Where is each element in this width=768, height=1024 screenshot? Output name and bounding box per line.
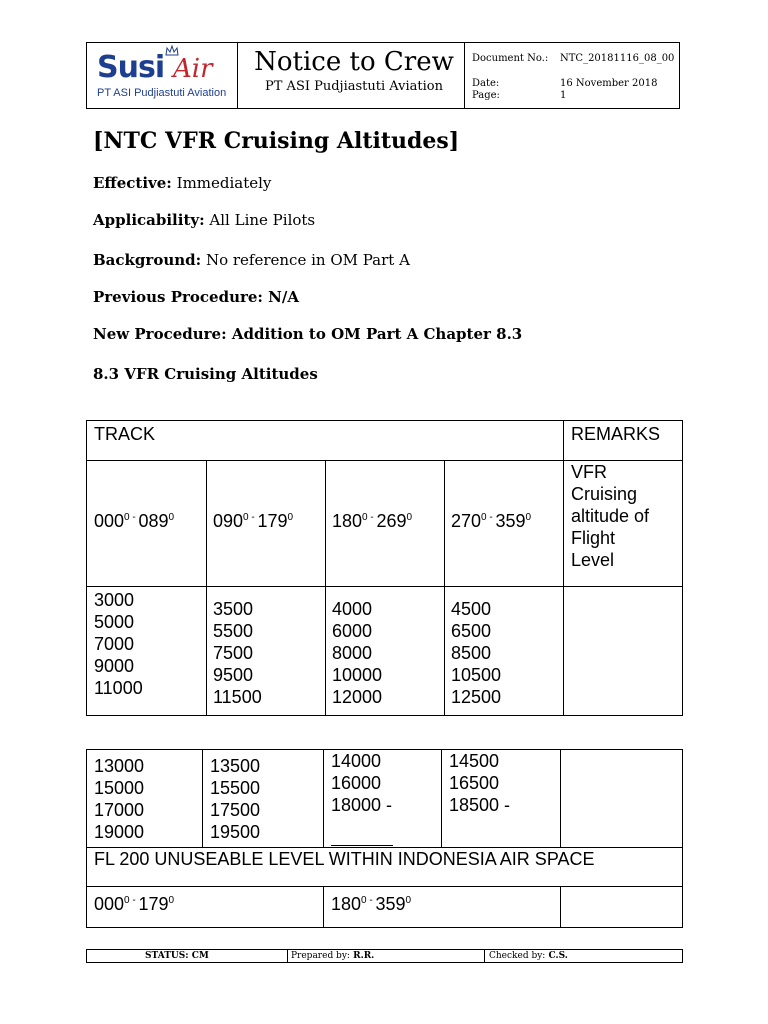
page-label: Page: (472, 90, 500, 101)
altitude-value: 17500 (210, 800, 261, 820)
blank-line (331, 845, 393, 846)
background-value: No reference in OM Part A (205, 251, 410, 269)
altitude-value: 6000 (332, 621, 373, 641)
effective-value: Immediately (176, 174, 272, 192)
degree-mark: 0 (124, 512, 130, 523)
background-line (93, 251, 410, 269)
col-divider (323, 886, 324, 927)
altitude-value: 10500 (451, 665, 502, 685)
altitude-value: 15000 (94, 778, 145, 798)
degree-mark: 0 (361, 895, 367, 906)
company-logo (95, 51, 237, 103)
altitude-column-2 (213, 598, 262, 708)
degree-mark: 0 (168, 895, 175, 906)
range-sep: - (367, 512, 377, 523)
altitude-column-1 (94, 589, 143, 699)
col-divider (202, 750, 203, 847)
notice-title: Notice to Crew (254, 47, 454, 77)
document-title: [NTC VFR Cruising Altitudes] (93, 128, 460, 154)
altitude-value: 4500 (451, 599, 492, 619)
altitude-value: 14500 (449, 751, 500, 771)
new-procedure: New Procedure: Addition to OM Part A Chapter 8.3 (93, 325, 523, 343)
altitude-value: 5500 (213, 621, 254, 641)
altitude-value: 10000 (332, 665, 383, 685)
col-divider (323, 750, 324, 847)
footer-divider (484, 950, 485, 962)
background-label: Background: (93, 251, 202, 269)
track-from: 270 (451, 511, 482, 531)
altitude-column-3 (332, 598, 382, 708)
remarks-text (571, 461, 649, 571)
altitude-column-6 (210, 755, 260, 843)
altitude-value: 3500 (213, 599, 254, 619)
track-range-6 (331, 890, 411, 915)
remarks-line: VFR (571, 462, 607, 482)
altitude-value: 9500 (213, 665, 254, 685)
altitude-value: 17000 (94, 800, 145, 820)
logo-subtitle: PT ASI Pudjiastuti Aviation (97, 87, 227, 99)
range-sep: - (129, 512, 139, 523)
altitude-value: 16000 (331, 773, 382, 793)
date-value: 16 November 2018 (560, 78, 658, 89)
altitude-value: 7000 (94, 634, 135, 654)
logo-air-text: Air (173, 54, 213, 84)
header-divider (237, 43, 238, 108)
prepared-value: R.R. (353, 951, 375, 961)
col-divider (560, 750, 561, 847)
document-footer (86, 949, 683, 963)
range-sep: - (486, 512, 496, 523)
track-range-4 (451, 507, 531, 532)
checked-label: Checked by: (489, 951, 546, 961)
track-from: 000 (94, 894, 125, 914)
track-to: 359 (495, 511, 526, 531)
altitude-value: 18000 - (331, 795, 393, 815)
track-to: 179 (138, 894, 169, 914)
row-divider (87, 586, 682, 587)
status-value: CM (191, 951, 209, 961)
altitude-value: 16500 (449, 773, 500, 793)
track-header: TRACK (94, 424, 156, 444)
altitude-value: 19000 (94, 822, 145, 842)
altitude-value: 4000 (332, 599, 373, 619)
track-from: 180 (332, 511, 363, 531)
altitude-value: 5000 (94, 612, 135, 632)
degree-mark: 0 (243, 512, 249, 523)
degree-mark: 0 (405, 895, 412, 906)
doc-no-label: Document No.: (472, 53, 549, 64)
applicability-line (93, 211, 315, 229)
altitude-column-8 (449, 750, 510, 816)
altitude-value: 18500 - (449, 795, 511, 815)
altitude-value: 14000 (331, 751, 382, 771)
track-to: 359 (375, 894, 406, 914)
altitude-value: 12000 (332, 687, 383, 707)
altitude-value: 6500 (451, 621, 492, 641)
remarks-line: Flight (571, 528, 616, 548)
track-to: 179 (257, 511, 288, 531)
altitude-value: 7500 (213, 643, 254, 663)
altitude-value: 11000 (94, 678, 143, 698)
logo-susi-text: Susi (97, 50, 165, 85)
track-range-2 (213, 507, 293, 532)
altitude-value: 13500 (210, 756, 261, 776)
new-procedure-line (93, 325, 522, 343)
col-divider (206, 460, 207, 715)
track-to: 089 (138, 511, 169, 531)
row-divider (87, 886, 682, 887)
remarks-line: Cruising (571, 484, 638, 504)
col-divider (441, 750, 442, 847)
altitude-column-7 (331, 750, 392, 816)
remarks-header: REMARKS (571, 424, 661, 444)
track-range-5 (94, 890, 174, 915)
degree-mark: 0 (168, 512, 175, 523)
prepared-label: Prepared by: (291, 951, 350, 961)
track-range-3 (332, 507, 412, 532)
degree-mark: 0 (481, 512, 487, 523)
altitude-value: 12500 (451, 687, 502, 707)
altitude-value: 9000 (94, 656, 135, 676)
track-from: 180 (331, 894, 362, 914)
applicability-label: Applicability: (93, 211, 205, 229)
altitude-table-1 (86, 420, 683, 716)
track-range-1 (94, 507, 174, 532)
altitude-table-2 (86, 749, 683, 928)
degree-mark: 0 (406, 512, 413, 523)
section-heading-line (93, 365, 318, 383)
applicability-value: All Line Pilots (209, 211, 316, 229)
section-heading: 8.3 VFR Cruising Altitudes (93, 365, 318, 383)
company-name: PT ASI Pudjiastuti Aviation (265, 79, 443, 94)
altitude-value: 8000 (332, 643, 373, 663)
remarks-line: altitude of (571, 506, 650, 526)
altitude-value: 11500 (213, 687, 262, 707)
status-label: STATUS: (145, 951, 189, 961)
checked-value: C.S. (548, 951, 568, 961)
altitude-column-4 (451, 598, 501, 708)
altitude-value: 13000 (94, 756, 145, 776)
track-from: 000 (94, 511, 125, 531)
altitude-value: 19500 (210, 822, 261, 842)
track-to: 269 (376, 511, 407, 531)
status-field (145, 951, 209, 962)
col-divider (444, 460, 445, 715)
doc-no-value: NTC_20181116_08_00 (560, 53, 675, 64)
degree-mark: 0 (287, 512, 294, 523)
header-divider (464, 43, 465, 108)
footer-divider (287, 950, 288, 962)
altitude-value: 15500 (210, 778, 261, 798)
fl-200-note: FL 200 UNUSEABLE LEVEL WITHIN INDONESIA AIR SPACE (94, 849, 595, 869)
checked-field (489, 951, 568, 962)
previous-procedure: Previous Procedure: N/A (93, 288, 300, 306)
effective-line (93, 174, 271, 192)
col-divider (325, 460, 326, 715)
degree-mark: 0 (362, 512, 368, 523)
col-divider (560, 886, 561, 927)
page-value: 1 (560, 90, 567, 101)
degree-mark: 0 (525, 512, 532, 523)
remarks-line: Level (571, 550, 615, 570)
range-sep: - (366, 895, 376, 906)
altitude-value: 3000 (94, 590, 135, 610)
date-label: Date: (472, 78, 500, 89)
previous-procedure-line (93, 288, 299, 306)
range-sep: - (248, 512, 258, 523)
col-divider (563, 421, 564, 715)
track-from: 090 (213, 511, 244, 531)
degree-mark: 0 (124, 895, 130, 906)
altitude-column-5 (94, 755, 144, 843)
prepared-field (291, 951, 374, 962)
altitude-value: 8500 (451, 643, 492, 663)
effective-label: Effective: (93, 174, 172, 192)
range-sep: - (129, 895, 139, 906)
document-header (86, 42, 680, 109)
